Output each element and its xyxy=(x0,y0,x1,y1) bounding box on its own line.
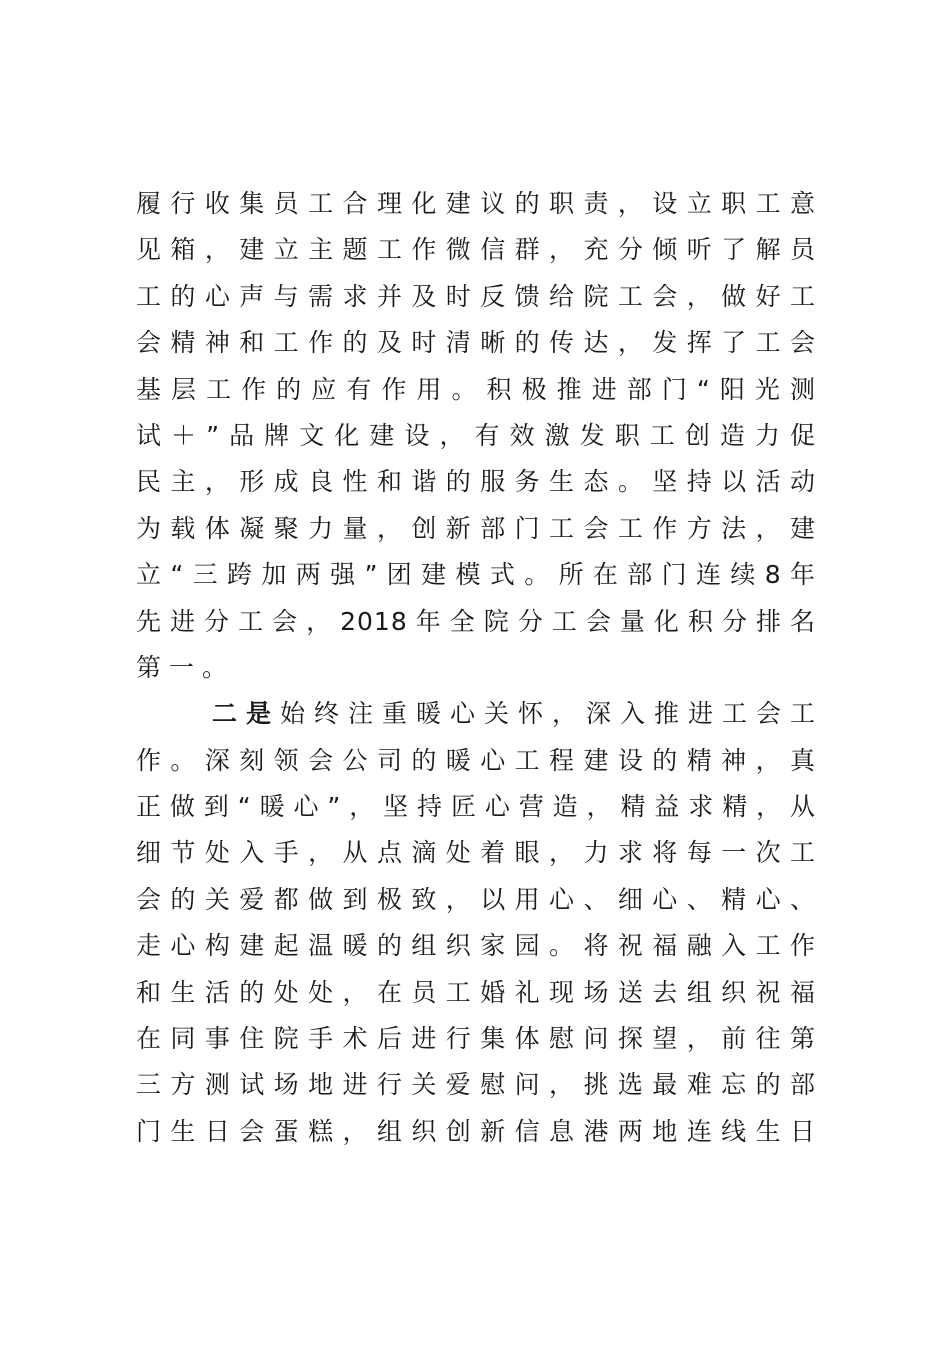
lead-bold-text: 二是 xyxy=(204,699,280,729)
text-line-rest: 始终注重暖心关怀，深入推进工会工 xyxy=(280,699,816,729)
text-line: 试＋”品牌文化建设，有效激发职工创造力促 xyxy=(136,420,816,450)
text-line: 门生日会蛋糕，组织创新信息港两地连线生日 xyxy=(136,1116,816,1146)
text-line: 作。深刻领会公司的暖心工程建设的精神，真 xyxy=(136,745,816,775)
text-line: 第一。 xyxy=(136,652,236,682)
text-line-first xyxy=(136,691,816,737)
text-line: 履行收集员工合理化建议的职责，设立职工意 xyxy=(136,189,816,218)
text-line: 三方测试场地进行关爱慰问，挑选最难忘的部 xyxy=(136,1070,816,1100)
text-line: 细节处入手，从点滴处着眼，力求将每一次工 xyxy=(136,838,816,868)
text-line: 走心构建起温暖的组织家园。将祝福融入工作 xyxy=(136,931,816,961)
text-line: 基层工作的应有作用。积极推进部门“阳光测 xyxy=(136,374,816,404)
document-body xyxy=(136,181,816,1155)
text-line: 为载体凝聚力量，创新部门工会工作方法，建 xyxy=(136,513,816,543)
text-line: 和生活的处处，在员工婚礼现场送去组织祝福 xyxy=(136,977,816,1007)
text-line: 在同事住院手术后进行集体慰问探望，前往第 xyxy=(136,1024,816,1054)
text-line: 见箱，建立主题工作微信群，充分倾听了解员 xyxy=(136,235,816,265)
text-line: 会的关爱都做到极致，以用心、细心、精心、 xyxy=(136,884,816,914)
text-line: 先进分工会，2018年全院分工会量化积分排名 xyxy=(136,606,816,636)
text-line: 立“三跨加两强”团建模式。所在部门连续8年 xyxy=(136,560,816,590)
paragraph-1 xyxy=(136,181,816,691)
text-line: 会精神和工作的及时清晰的传达，发挥了工会 xyxy=(136,328,816,358)
text-line: 正做到“暖心”，坚持匠心营造，精益求精，从 xyxy=(136,792,816,822)
paragraph-2 xyxy=(136,691,816,1155)
text-line: 工的心声与需求并及时反馈给院工会，做好工 xyxy=(136,281,816,311)
text-line: 民主，形成良性和谐的服务生态。坚持以活动 xyxy=(136,467,816,497)
